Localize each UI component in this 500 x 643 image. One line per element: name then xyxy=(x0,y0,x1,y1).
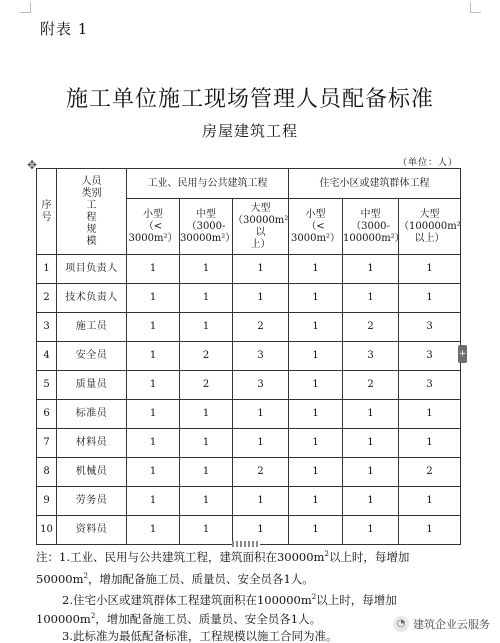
staff-count-cell: 1 xyxy=(399,487,461,516)
page-corner-mark xyxy=(20,2,31,13)
watermark xyxy=(393,615,490,633)
personnel-role: 项目负责人 xyxy=(57,255,127,284)
row-number: 2 xyxy=(37,284,57,313)
row-number: 3 xyxy=(37,313,57,342)
staff-count-cell: 1 xyxy=(127,371,180,400)
side-insert-handle-icon[interactable]: + xyxy=(458,345,467,363)
header-g2-large: 大型 （100000m² 以上） xyxy=(399,199,461,255)
row-number: 6 xyxy=(37,400,57,429)
table-row xyxy=(37,255,461,284)
personnel-role: 技术负责人 xyxy=(57,284,127,313)
staff-count-cell: 1 xyxy=(127,342,180,371)
staff-count-cell: 1 xyxy=(233,255,289,284)
row-number: 7 xyxy=(37,429,57,458)
staff-count-cell: 1 xyxy=(127,284,180,313)
staff-count-cell: 3 xyxy=(399,342,461,371)
staff-count-cell: 1 xyxy=(343,284,399,313)
staffing-standard-table xyxy=(36,168,461,545)
staff-count-cell: 1 xyxy=(127,429,180,458)
staff-count-cell: 1 xyxy=(343,255,399,284)
table-row xyxy=(37,400,461,429)
header-g1-small: 小型 （< 3000m²） xyxy=(127,199,180,255)
personnel-role: 标准员 xyxy=(57,400,127,429)
table-row xyxy=(37,313,461,342)
staff-count-cell: 1 xyxy=(127,313,180,342)
staff-count-cell: 1 xyxy=(289,400,343,429)
staff-count-cell: 1 xyxy=(399,284,461,313)
staff-count-cell: 1 xyxy=(233,284,289,313)
row-number: 5 xyxy=(37,371,57,400)
header-g2-medium: 中型 （3000- 100000m²） xyxy=(343,199,399,255)
personnel-role: 质量员 xyxy=(57,371,127,400)
staff-count-cell: 3 xyxy=(233,371,289,400)
staff-count-cell: 2 xyxy=(343,371,399,400)
staff-count-cell: 1 xyxy=(180,400,233,429)
staff-count-cell: 1 xyxy=(289,342,343,371)
personnel-role: 安全员 xyxy=(57,342,127,371)
staff-count-cell: 2 xyxy=(233,313,289,342)
staff-count-cell: 1 xyxy=(180,313,233,342)
table-row xyxy=(37,487,461,516)
unit-note: （单位：人） xyxy=(397,158,458,168)
row-number: 10 xyxy=(37,516,57,545)
table-move-handle-icon[interactable]: ✥ xyxy=(27,158,38,172)
staff-count-cell: 1 xyxy=(343,429,399,458)
staff-count-cell: 1 xyxy=(127,516,180,545)
note-2: 2.住宅小区或建筑群体工程建筑面积在$100000m^2$以上时，每增加 xyxy=(62,592,397,607)
note-1-continued: $50000m^2$，增加配备施工员、质量员、安全员各1人。 xyxy=(36,571,314,586)
note-2-continued: $100000m^2$，增加配备施工员、质量员、安全员各1人。 xyxy=(36,611,322,626)
note-1: 注：1.工业、民用与公共建筑工程，建筑面积在$30000m^2$以上时，每增加 xyxy=(36,549,410,564)
header-seq: 序 号 xyxy=(37,169,57,255)
staff-count-cell: 3 xyxy=(343,342,399,371)
staff-count-cell: 1 xyxy=(233,516,289,545)
staff-count-cell: 1 xyxy=(233,487,289,516)
staff-count-cell: 1 xyxy=(289,516,343,545)
staff-count-cell: 1 xyxy=(289,313,343,342)
header-g2-small: 小型 （< 3000m²） xyxy=(289,199,343,255)
table-row xyxy=(37,371,461,400)
header-personnel-type: 人员 类别 工 程 规 模 xyxy=(57,169,127,255)
page-corner-mark xyxy=(470,2,481,13)
staff-count-cell: 1 xyxy=(343,400,399,429)
staff-count-cell: 2 xyxy=(180,342,233,371)
personnel-role: 资料员 xyxy=(57,516,127,545)
staff-count-cell: 1 xyxy=(180,255,233,284)
table-row xyxy=(37,458,461,487)
note-3: 3.此标准为最低配备标准，工程规模以施工合同为准。 xyxy=(62,629,338,643)
table-row xyxy=(37,342,461,371)
staff-count-cell: 1 xyxy=(399,516,461,545)
table-row xyxy=(37,429,461,458)
row-number: 4 xyxy=(37,342,57,371)
table-body xyxy=(37,255,461,545)
staff-count-cell: 1 xyxy=(289,255,343,284)
staff-count-cell: 2 xyxy=(180,371,233,400)
staff-count-cell: 1 xyxy=(180,487,233,516)
staff-count-cell: 1 xyxy=(289,371,343,400)
staff-count-cell: 1 xyxy=(127,487,180,516)
staff-count-cell: 1 xyxy=(289,458,343,487)
staff-count-cell: 3 xyxy=(399,371,461,400)
staff-count-cell: 1 xyxy=(180,429,233,458)
staff-count-cell: 1 xyxy=(127,255,180,284)
staff-count-cell: 1 xyxy=(399,255,461,284)
staff-count-cell: 3 xyxy=(233,342,289,371)
row-number: 8 xyxy=(37,458,57,487)
header-group-residential: 住宅小区或建筑群体工程 xyxy=(289,169,461,199)
staff-count-cell: 1 xyxy=(399,400,461,429)
personnel-role: 劳务员 xyxy=(57,487,127,516)
staff-count-cell: 2 xyxy=(343,313,399,342)
appendix-label: 附表 1 xyxy=(40,20,89,38)
header-g1-medium: 中型 （3000- 30000m²） xyxy=(180,199,233,255)
personnel-role: 机械员 xyxy=(57,458,127,487)
staff-count-cell: 1 xyxy=(127,458,180,487)
watermark-text: 建筑企业云服务 xyxy=(413,618,490,631)
staff-count-cell: 1 xyxy=(180,284,233,313)
staff-count-cell: 1 xyxy=(180,458,233,487)
staff-count-cell: 1 xyxy=(180,516,233,545)
staff-count-cell: 1 xyxy=(289,429,343,458)
document-subtitle: 房屋建筑工程 xyxy=(201,122,298,140)
personnel-role: 材料员 xyxy=(57,429,127,458)
header-group-industrial: 工业、民用与公共建筑工程 xyxy=(127,169,289,199)
row-number: 1 xyxy=(37,255,57,284)
staff-count-cell: 2 xyxy=(233,458,289,487)
document-title: 施工单位施工现场管理人员配备标准 xyxy=(65,87,434,112)
header-g1-large: 大型 （30000m²以 上） xyxy=(233,199,289,255)
table-row xyxy=(37,284,461,313)
personnel-role: 施工员 xyxy=(57,313,127,342)
chat-bubble-icon: ◔ xyxy=(393,616,409,632)
staff-count-cell: 1 xyxy=(127,400,180,429)
staff-count-cell: 1 xyxy=(343,516,399,545)
staff-count-cell: 1 xyxy=(233,429,289,458)
row-number: 9 xyxy=(37,487,57,516)
staff-count-cell: 1 xyxy=(289,487,343,516)
staff-count-cell: 2 xyxy=(399,458,461,487)
staff-count-cell: 1 xyxy=(343,458,399,487)
staff-count-cell: 1 xyxy=(343,487,399,516)
staff-count-cell: 1 xyxy=(399,429,461,458)
staff-count-cell: 1 xyxy=(233,400,289,429)
staff-count-cell: 1 xyxy=(289,284,343,313)
staff-count-cell: 3 xyxy=(399,313,461,342)
